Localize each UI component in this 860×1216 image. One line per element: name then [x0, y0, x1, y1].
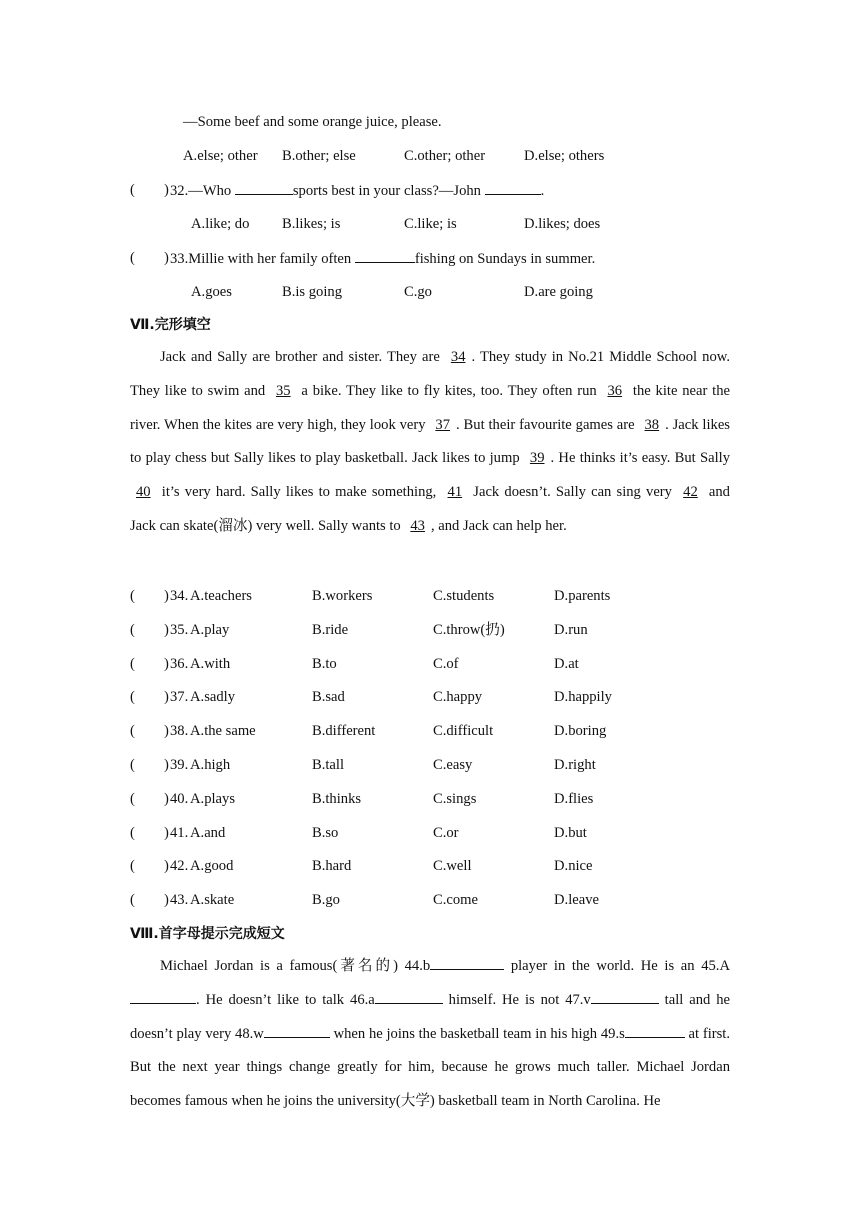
question-text: 33.Millie with her family often fishing on Sundays in summer. — [170, 248, 595, 269]
option-b: B.sad — [312, 689, 345, 705]
cloze-blank-39[interactable]: 39 — [529, 450, 545, 467]
passage-text: and Jack can skate(溜冰) very well. Sally wants to — [130, 484, 730, 534]
option-c: C.of — [433, 656, 459, 672]
option-a: A.and — [190, 825, 226, 841]
option-c: C.other; other — [404, 148, 486, 164]
option-d: D.flies — [554, 791, 594, 807]
passage-text: . But their favourite games are — [456, 416, 639, 433]
passage-text: the kite near the river. When the kites are very high, they look very — [130, 382, 730, 433]
answer-blank[interactable] — [355, 248, 415, 263]
option-c: C.easy — [433, 757, 473, 773]
question-number: 39. — [170, 757, 189, 773]
option-b: B.to — [312, 656, 337, 672]
question-text: 32.—Who sports best in your class?—John . — [170, 180, 544, 201]
question-number: 36. — [170, 656, 189, 672]
passage-text: it’s very hard. Sally likes to make something, — [156, 484, 442, 501]
answer-blank-49[interactable] — [625, 1023, 685, 1038]
option-c: C.throw(扔) — [433, 622, 505, 638]
cloze-blank-42[interactable]: 42 — [683, 484, 698, 501]
option-d: D.run — [554, 622, 588, 638]
option-a: A.plays — [190, 791, 235, 807]
cloze-blank-35[interactable]: 35 — [276, 382, 291, 399]
question-number: 41. — [170, 825, 189, 841]
option-b: B.thinks — [312, 791, 362, 807]
answer-paren-open[interactable]: ( — [130, 689, 135, 705]
passage-text: Jack doesn’t. Sally can sing very — [468, 484, 678, 501]
option-b: B.tall — [312, 757, 345, 773]
cloze-blank-40[interactable]: 40 — [136, 484, 151, 501]
option-a: A.with — [190, 656, 231, 672]
initial-letter-passage: Michael Jordan is a famous(著名的) 44.b player in the world. He is an 45.A. He doesn’t like to talk 46.a himself. He is not 47.v tall and he doesn’t play very 48.w when he joins the basketball team in his high 49.s at first. But the next year things change greatly for him, because he grows much taller. Michael Jordan becomes famous when he joins the university(大学) basketball team in North Carolina. He — [130, 950, 730, 1119]
option-c: C.go — [404, 284, 432, 300]
cloze-blank-36[interactable]: 36 — [607, 382, 623, 399]
passage-text: Jack and Sally are brother and sister. They are — [160, 349, 445, 365]
passage-text: , and Jack can help her. — [430, 517, 567, 534]
option-d: D.leave — [554, 892, 599, 908]
option-a: A.else; other — [183, 148, 258, 164]
option-c: C.like; is — [404, 216, 457, 232]
answer-paren-open[interactable]: ( — [130, 588, 135, 604]
question-number: 37. — [170, 689, 189, 705]
option-a: A.skate — [190, 892, 235, 908]
answer-paren-close: ) — [164, 757, 169, 773]
answer-blank-44[interactable] — [430, 955, 504, 970]
option-a: A.sadly — [190, 689, 235, 705]
answer-paren-open[interactable]: ( — [130, 622, 135, 638]
answer-paren-open[interactable]: ( — [130, 858, 135, 874]
question-number: 42. — [170, 858, 189, 874]
option-a: A.the same — [190, 723, 256, 739]
answer-paren-close: ) — [164, 791, 169, 807]
answer-paren-close: ) — [164, 858, 169, 874]
option-c: C.well — [433, 858, 472, 874]
option-b: B.go — [312, 892, 340, 908]
cloze-blank-38[interactable]: 38 — [644, 416, 660, 433]
answer-paren-close: ) — [164, 656, 169, 672]
answer-paren-close: ) — [164, 250, 169, 266]
passage-text: . They study in No.21 Middle School now. They like to swim and — [130, 349, 730, 399]
answer-paren-open[interactable]: ( — [130, 791, 135, 807]
answer-paren-open[interactable]: ( — [130, 723, 135, 739]
answer-paren-open[interactable]: ( — [130, 892, 135, 908]
answer-blank-46[interactable] — [375, 989, 443, 1004]
option-a: A.high — [190, 757, 231, 773]
answer-blank[interactable] — [235, 180, 293, 195]
option-c: C.students — [433, 588, 495, 604]
option-d: D.happily — [554, 689, 612, 705]
option-c: C.happy — [433, 689, 483, 705]
option-b: B.hard — [312, 858, 352, 874]
answer-blank-48[interactable] — [264, 1023, 330, 1038]
q31-answer-line: —Some beef and some orange juice, please. — [183, 114, 442, 130]
option-a: A.like; do — [191, 216, 250, 232]
answer-blank-45[interactable] — [130, 989, 196, 1004]
cloze-blank-43[interactable]: 43 — [410, 517, 425, 534]
option-b: B.different — [312, 723, 376, 739]
option-b: B.workers — [312, 588, 373, 604]
answer-paren-open[interactable]: ( — [130, 825, 135, 841]
option-b: B.so — [312, 825, 339, 841]
option-a: A.teachers — [190, 588, 252, 604]
question-number: 38. — [170, 723, 189, 739]
option-b: B.ride — [312, 622, 349, 638]
option-d: D.are going — [524, 284, 593, 300]
cloze-blank-34[interactable]: 34 — [450, 349, 466, 365]
answer-paren-close: ) — [164, 622, 169, 638]
option-b: B.other; else — [282, 148, 356, 164]
answer-blank-47[interactable] — [591, 989, 659, 1004]
cloze-blank-41[interactable]: 41 — [447, 484, 463, 501]
answer-blank[interactable] — [485, 180, 541, 195]
question-number: 35. — [170, 622, 189, 638]
question-number: 33. — [170, 251, 189, 267]
answer-paren-close: ) — [164, 182, 169, 198]
option-b: B.is going — [282, 284, 343, 300]
answer-paren-open: ( — [130, 182, 135, 198]
passage-text: . He thinks it’s easy. But Sally — [550, 450, 730, 467]
answer-paren-open[interactable]: ( — [130, 757, 135, 773]
cloze-blank-37[interactable]: 37 — [435, 416, 451, 433]
option-b: B.likes; is — [282, 216, 341, 232]
option-d: D.likes; does — [524, 216, 601, 232]
option-c: C.sings — [433, 791, 477, 807]
question-number: 40. — [170, 791, 189, 807]
option-a: A.good — [190, 858, 234, 874]
section-title-cloze: Ⅶ.完形填空 — [130, 317, 211, 333]
section-title-initial-letter: Ⅷ.首字母提示完成短文 — [130, 926, 285, 942]
question-number: 32. — [170, 183, 189, 199]
question-number: 34. — [170, 588, 189, 604]
option-a: A.play — [190, 622, 230, 638]
passage-text: a bike. They like to fly kites, too. They often run — [296, 382, 602, 399]
cloze-passage — [130, 341, 730, 544]
option-d: D.boring — [554, 723, 607, 739]
option-d: D.but — [554, 825, 587, 841]
answer-paren-close: ) — [164, 588, 169, 604]
option-d: D.parents — [554, 588, 611, 604]
answer-paren-close: ) — [164, 825, 169, 841]
option-c: C.difficult — [433, 723, 494, 739]
option-c: C.come — [433, 892, 478, 908]
answer-paren-close: ) — [164, 892, 169, 908]
option-a: A.goes — [191, 284, 232, 300]
question-number: 43. — [170, 892, 189, 908]
option-d: D.at — [554, 656, 579, 672]
passage-text: . Jack likes to play chess but Sally likes to play basketball. Jack likes to jump — [130, 416, 730, 467]
option-d: D.right — [554, 757, 596, 773]
answer-paren-close: ) — [164, 723, 169, 739]
option-d: D.nice — [554, 858, 593, 874]
answer-paren-close: ) — [164, 689, 169, 705]
answer-paren-open[interactable]: ( — [130, 656, 135, 672]
option-d: D.else; others — [524, 148, 605, 164]
option-c: C.or — [433, 825, 459, 841]
answer-paren-open: ( — [130, 250, 135, 266]
